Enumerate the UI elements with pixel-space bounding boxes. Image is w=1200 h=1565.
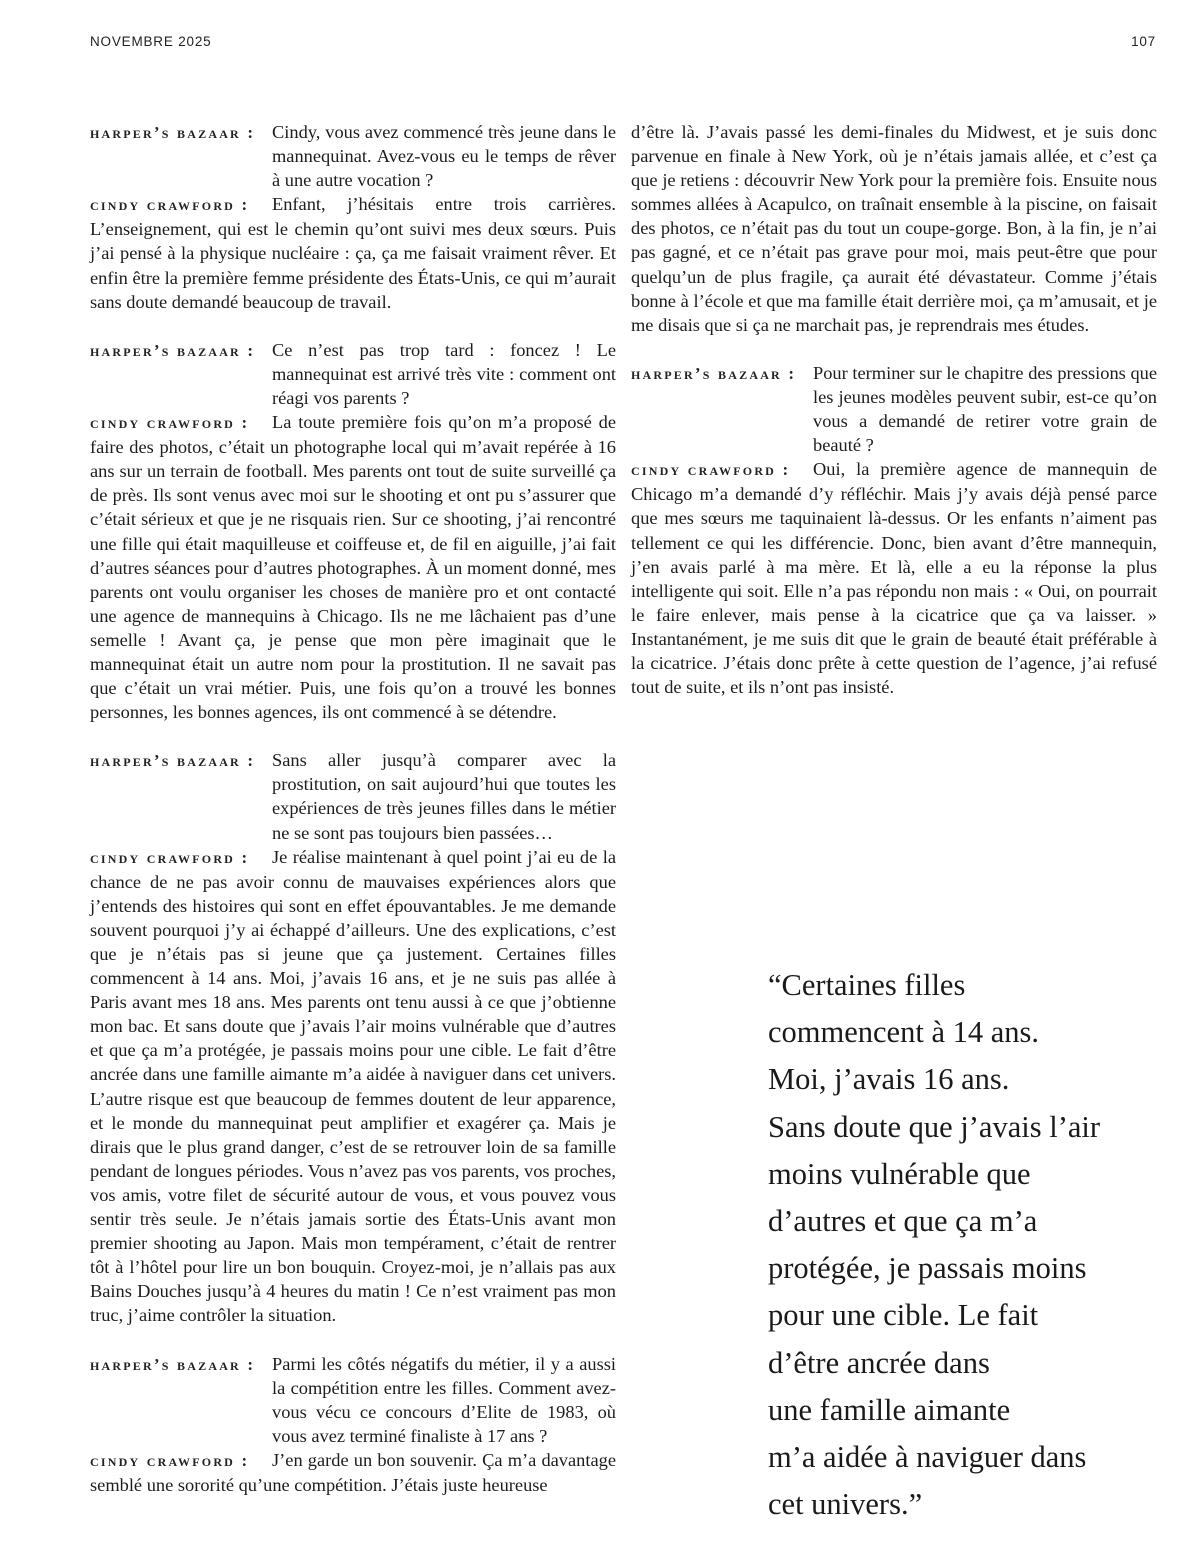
pull-quote-line: “Certaines filles xyxy=(768,968,966,1002)
pull-quote-line: cet univers.” xyxy=(768,1487,923,1522)
speaker-label-interviewee: cindy crawford : xyxy=(90,1450,250,1470)
pull-quote-line: moins vulnérable que xyxy=(768,1156,1031,1191)
qa-exchange-5 xyxy=(631,361,1157,699)
issue-date: NOVEMBRE 2025 xyxy=(90,34,212,49)
pull-quote-line: m’a aidée à naviguer dans xyxy=(768,1440,1087,1475)
answer xyxy=(90,192,616,313)
answer xyxy=(90,845,616,1328)
qa-exchange-1 xyxy=(90,120,616,314)
right-column xyxy=(631,120,1157,699)
question-text: Sans aller jusqu’à comparer avec la prostitution, on sait aujourd’hui que toutes les expériences de très jeunes filles dans le métier ne se sont pas toujours bien passées… xyxy=(272,750,616,843)
speaker-label-interviewee: cindy crawford : xyxy=(90,413,250,433)
pull-quote-line: pour une cible. Le fait xyxy=(768,1298,1039,1333)
qa-exchange-4 xyxy=(90,1352,616,1498)
speaker-label-interviewer: harper’s bazaar : xyxy=(90,751,256,771)
pull-quote-line: une famille aimante xyxy=(768,1392,1011,1427)
qa-exchange-2 xyxy=(90,338,616,725)
speaker-label-interviewee: cindy crawford : xyxy=(90,195,250,215)
speaker-label-interviewer: harper’s bazaar : xyxy=(631,363,797,383)
pull-quote-line: d’être ancrée dans xyxy=(768,1345,990,1380)
pull-quote-line: Moi, j’avais 16 ans. xyxy=(768,1062,1010,1097)
question xyxy=(90,1352,616,1448)
answer xyxy=(90,1448,616,1497)
answer-continuation: d’être là. J’avais passé les demi-finales du Midwest, et je suis donc parvenue en finale à New York, où je n’étais jamais allée, et c’est ça que je retiens : découvrir New York pour la première fois. Ensuite nous sommes allées à Acapulco, on traînait ensemble à la piscine, on faisait des photos, ce n’était pas du tout un coupe-gorge. Bon, à la fin, je n’ai pas gagné, et ce n’était pas grave pour moi, mais peut-être que pour quelqu’un de plus fragile, ça aurait été dévastateur. Comme j’étais bonne à l’école et que ma famille était derrière moi, ça m’amusait, et je me disais que si ça ne marchait pas, je reprendrais mes études. xyxy=(631,122,1157,335)
speaker-label-interviewer: harper’s bazaar : xyxy=(90,340,256,360)
question-text: Parmi les côtés négatifs du métier, il y a aussi la compétition entre les filles. Comment avez-vous vécu ce concours d’Elite de 1983, où vous avez terminé finaliste à 17 ans ? xyxy=(272,1353,616,1446)
left-column xyxy=(90,120,616,1497)
question xyxy=(90,120,616,192)
speaker-label-interviewee: cindy crawford : xyxy=(90,847,250,867)
pull-quote-line: d’autres et que ça m’a xyxy=(768,1204,1038,1239)
pull-quote-line: commencent à 14 ans. xyxy=(768,1015,1040,1050)
question xyxy=(90,338,616,410)
answer-text: Oui, la première agence de mannequin de Chicago m’a demandé d’y réfléchir. Mais j’y avais déjà pensé parce que mes sœurs me taquinaient là-dessus. Or les enfants n’aiment pas tellement ce qui les différencie. Donc, bien avant d’être mannequin, j’en avais parlé à ma mère. Et là, elle a eu la réponse la plus intelligente qui soit. Elle n’a pas répondu non mais : « Oui, on pourrait le faire enlever, mais pense à la cicatrice que ça va laisser. » Instantanément, je me suis dit que le grain de beauté était préférable à la cicatrice. J’étais donc prête à cette question de l’agence, j’ai refusé tout de suite, et ils n’ont pas insisté. xyxy=(631,459,1157,698)
question-text: Ce n’est pas trop tard : foncez ! Le mannequinat est arrivé très vite : comment ont réagi vos parents ? xyxy=(272,339,616,408)
pull-quote xyxy=(768,962,1178,1528)
answer-text: La toute première fois qu’on m’a proposé de faire des photos, c’était un photographe local qui m’avait repérée à 16 ans sur un terrain de football. Mes parents ont tout de suite surveillé ça de près. Ils sont venus avec moi sur le shooting et ont pu s’assurer que c’était sérieux et que je ne risquais rien. Sur ce shooting, j’ai rencontré une fille qui était maquilleuse et coiffeuse et, de fil en aiguille, j’ai fait d’autres séances pour d’autres photographes. À un moment donné, mes parents ont voulu organiser les choses de manière pro et ont contacté une agence de mannequins à Chicago. Ils ne me lâchaient pas d’une semelle ! Avant ça, je pense que mon père imaginait que le mannequinat était un autre nom pour la prostitution. Il ne savait pas que c’était un vrai métier. Puis, une fois qu’on a trouvé les bonnes personnes, les bonnes agences, ils ont commencé à se détendre. xyxy=(90,412,616,723)
page-number: 107 xyxy=(1131,34,1156,49)
answer-text: Enfant, j’hésitais entre trois carrières. L’enseignement, qui est le chemin qu’ont suivi mes deux sœurs. Puis j’ai pensé à la physique nucléaire : ça, ça me faisait vraiment rêver. Et enfin être la première femme présidente des États-Unis, ce qui m’aurait sans doute demandé beaucoup de travail. xyxy=(90,194,616,312)
speaker-label-interviewer: harper’s bazaar : xyxy=(90,123,256,142)
question-text: Pour terminer sur le chapitre des pressions que les jeunes modèles peuvent subir, est-ce qu’on vous a demandé de retirer votre grain de beauté ? xyxy=(813,362,1157,456)
speaker-label-interviewee: cindy crawford : xyxy=(631,460,791,480)
pull-quote-line: Sans doute que j’avais l’air xyxy=(768,1109,1101,1144)
pull-quote-line: protégée, je passais moins xyxy=(768,1251,1087,1286)
speaker-label-interviewer: harper’s bazaar : xyxy=(90,1354,256,1374)
answer xyxy=(631,457,1157,699)
answer-text: Je réalise maintenant à quel point j’ai eu de la chance de ne pas avoir connu de mauvaises expériences alors que j’entends des histoires qui sont en effet épouvantables. Je me demande souvent pourquoi j’y ai échappé d’ailleurs. Une des explications, c’est que je n’étais pas si jeune que ça justement. Certaines filles commencent à 14 ans. Moi, j’avais 16 ans, et je ne suis pas allée à Paris avant mes 18 ans. Mes parents ont tenu aussi à ce que j’obtienne mon bac. Et sans doute que j’avais l’air moins vulnérable que d’autres et que ça m’a protégée, je passais moins pour une cible. Le fait d’être ancrée dans une famille aimante m’a aidée à naviguer dans cet univers. L’autre risque est que beaucoup de femmes doutent de leur apparence, et le monde du mannequinat peut amplifier et exagérer ça. Mais je dirais que le plus grand danger, c’est de se retrouver loin de sa famille pendant de longues périodes. Vous n’avez pas vos parents, vos proches, vos amis, votre filet de sécurité autour de vous, et vous pouvez vous sentir très seule. Je n’étais jamais sortie des États-Unis avant mon premier shooting au Japon. Mais mon tempérament, c’était de rentrer tôt à l’hôtel pour lire un bon bouquin. Croyez-moi, je n’allais pas aux Bains Douches jusqu’à 4 heures du matin ! Ce n’est vraiment pas mon truc, j’aime contrôler la situation. xyxy=(90,846,616,1326)
answer xyxy=(90,410,616,724)
question xyxy=(90,748,616,844)
question xyxy=(631,361,1157,457)
qa-exchange-3 xyxy=(90,748,616,1327)
answer-text: J’en garde un bon souvenir. Ça m’a davantage semblé une sororité qu’une compétition. J’étais juste heureuse xyxy=(90,1449,616,1495)
question-text: Cindy, vous avez commencé très jeune dans le mannequinat. Avez-vous eu le temps de rêver à une autre vocation ? xyxy=(272,122,616,191)
